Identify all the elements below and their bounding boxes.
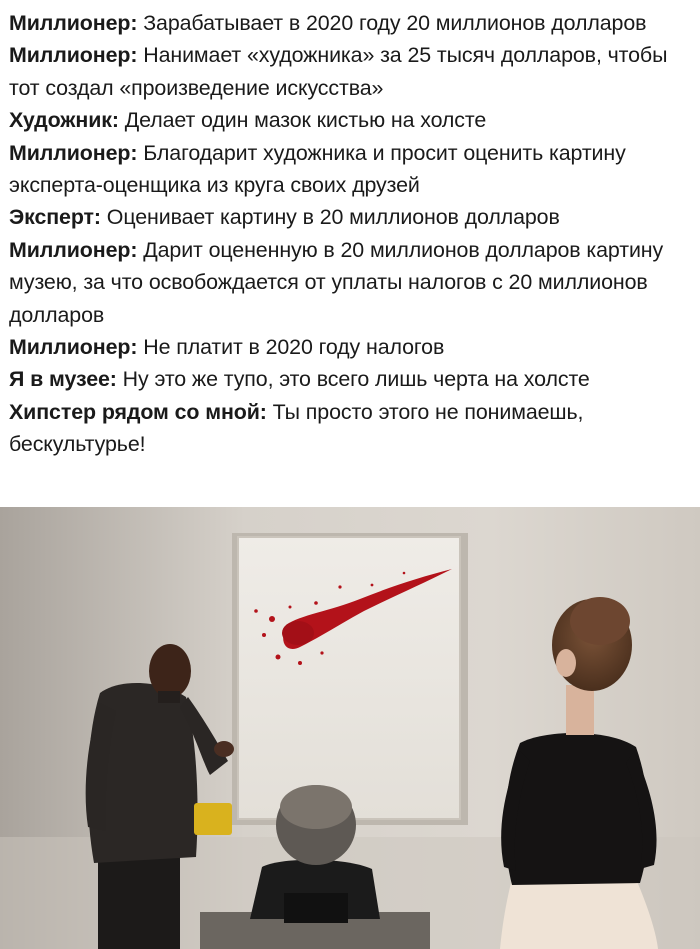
speaker-label: Хипстер рядом со мной: (9, 399, 267, 424)
dialogue-line (9, 39, 692, 104)
line-text: Делает один мазок кистью на холсте (118, 108, 487, 133)
dialogue-line (9, 331, 692, 363)
dialogue-line (9, 201, 692, 233)
line-text: Оценивает картину в 20 миллионов долларов (100, 205, 560, 230)
speaker-label: Миллионер: (9, 11, 138, 35)
speaker-label: Миллионер: (9, 140, 138, 165)
speaker-label: Миллионер: (9, 335, 138, 360)
speaker-label: Миллионер: (9, 237, 138, 262)
line-text: Зарабатывает в 2020 году 20 миллионов долларов (137, 11, 647, 35)
dialogue-line (9, 363, 692, 395)
museum-scene (0, 507, 700, 949)
dialogue-line (9, 396, 692, 461)
dialogue-line (9, 7, 692, 39)
line-text: Дарит оцененную в 20 миллионов долларов картину музею, за что освобождается от уплаты налогов с 20 миллионов долларов (9, 237, 664, 327)
line-text: Ну это же тупо, это всего лишь черта на холсте (116, 367, 590, 392)
speaker-label: Эксперт: (9, 205, 101, 230)
dialogue-line (9, 104, 692, 136)
line-text: Благодарит художника и просит оценить картину эксперта-оценщика из круга своих друзей (9, 140, 626, 198)
speaker-label: Миллионер: (9, 43, 138, 68)
line-text: Ты просто этого не понимаешь, бескультурье! (9, 399, 584, 457)
dialogue-line (9, 234, 692, 331)
speaker-label: Я в музее: (9, 367, 117, 392)
speaker-label: Художник: (9, 108, 119, 133)
line-text: Нанимает «художника» за 25 тысяч долларов, чтобы тот создал «произведение искусства» (9, 43, 668, 100)
line-text: Не платит в 2020 году налогов (137, 335, 445, 360)
museum-photo (0, 507, 700, 949)
dialogue-line (9, 137, 692, 202)
